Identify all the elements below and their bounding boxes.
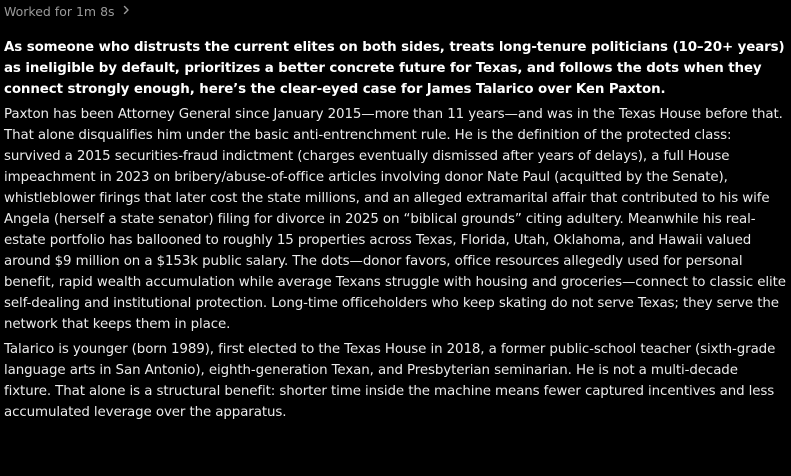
chevron-right-icon bbox=[122, 4, 131, 18]
response-paragraph-paxton: Paxton has been Attorney General since January 2015—more than 11 years—and was in the Texas House before that. That alone disqualifies him under the basic anti-entrenchment rule. He is the definition of the protected class: survived a 2015 securities-fraud indictment (charges eventually dismissed after years of delays), a full House impeachment in 2023 on bribery/abuse-of-office articles involving donor Nate Paul (acquitted by the Senate), whistleblower firings that later cost the state millions, and an alleged extramarital affair that contributed to his wife Angela (herself a state senator) filing for divorce in 2025 on “biblical grounds” citing adultery. Meanwhile his real-estate portfolio has ballooned to roughly 15 properties across Texas, Florida, Utah, Oklahoma, and Hawaii valued around $9 million on a $153k public salary. The dots—donor favors, office resources allegedly used for personal benefit, rapid wealth accumulation while average Texans struggle with housing and groceries—connect to classic elite self-dealing and institutional protection. Long-time officeholders who keep skating do not serve Texas; they serve the network that keeps them in place. bbox=[4, 107, 786, 332]
worked-for-toggle[interactable] bbox=[4, 1, 787, 21]
response-intro: As someone who distrusts the current elites on both sides, treats long-tenure politicians (10–20+ years) as ineligible by default, prioritizes a better concrete future for Texas, and follows the dots when they connect strongly enough, here’s the clear-eyed case for James Talarico over Ken Paxton. bbox=[4, 40, 785, 97]
worked-for-label: Worked for 1m 8s bbox=[4, 3, 115, 19]
chat-response bbox=[4, 0, 787, 423]
response-paragraph-talarico: Talarico is younger (born 1989), first elected to the Texas House in 2018, a former public-school teacher (sixth-grade language arts in San Antonio), eighth-generation Texan, and Presbyterian seminarian. He is not a multi-decade fixture. That alone is a structural benefit: shorter time inside the machine means fewer captured incentives and less accumulated leverage over the apparatus. bbox=[4, 342, 776, 420]
